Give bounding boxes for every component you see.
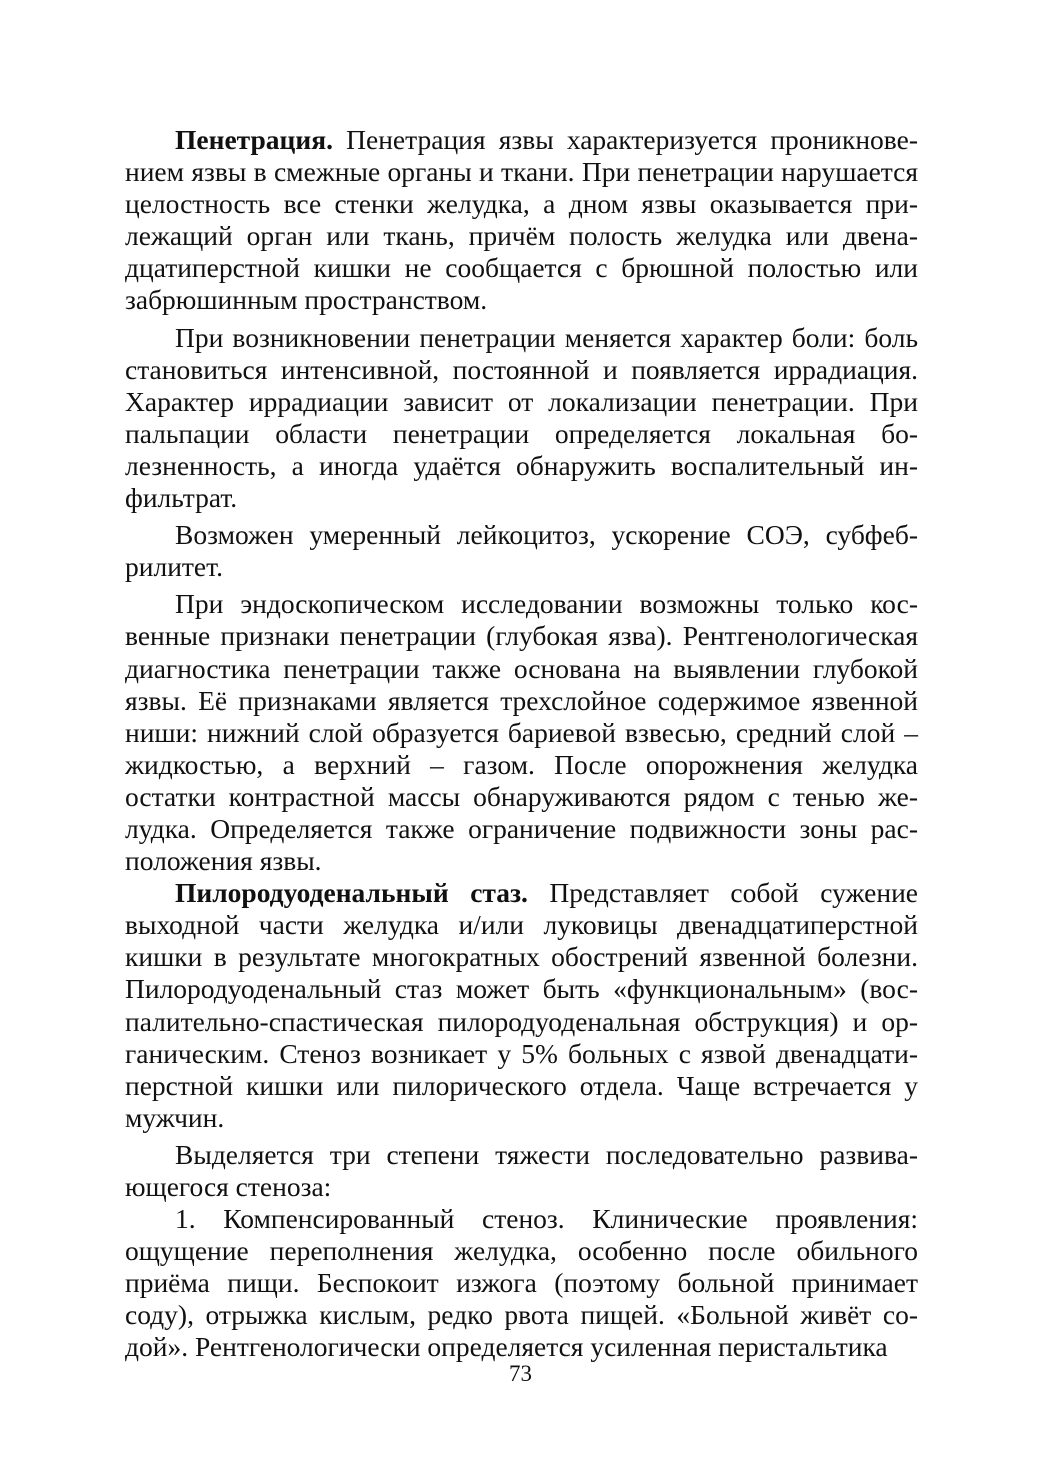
paragraph-text: Выделяется три степени тяжести последовательно развивающегося стеноза:	[125, 1138, 918, 1202]
paragraph-lab	[125, 519, 918, 583]
body-text	[125, 124, 918, 1364]
paragraph-text: 1. Компенсированный стеноз. Клинические проявления: ощущение переполнения желудка, особенно после обильного приёма пищи. Беспокоит изжога (поэтому больной принимает соду), отрыжка кислым, редко рвота пищей. «Больной живёт содой». Рентгенологически определяется усиленная перистальтика	[125, 1203, 918, 1363]
paragraph-text: При эндоскопическом исследовании возможны только косвенные признаки пенетрации (глубокая язва). Рентгенологическая диагностика пенетрации также основана на выявлении глубокой язвы. Её признаками является трехслойное содержимое язвенной ниши: нижний слой образуется бариевой взвесью, средний слой – жидкостью, а верхний – газом. После опорожнения желудка остатки контрастной массы обнаруживаются рядом с тенью желудка. Определяется также ограничение подвижности зоны расположения язвы.	[125, 588, 918, 877]
paragraph-text: Пенетрация язвы характеризуется проникновением язвы в смежные органы и ткани. При пенетрации нарушается целостность все стенки желудка, а дном язвы оказывается прилежащий орган или ткань, причём полость желудка или двенадцатиперстной кишки не сообщается с брюшной полостью или забрюшинным пространством.	[125, 124, 918, 316]
paragraph-text: Представляет собой сужение выходной части желудка и/или луковицы двенадцатиперстной кишки в результате многократных обострений язвенной болезни. Пилородуоденальный стаз может быть «функциональным» (воспалительно-спастическая пилородуоденальная обструкция) и органическим. Стеноз возникает у 5% больных с язвой двенадцатиперстной кишки или пилорического отдела. Чаще встречается у мужчин.	[125, 877, 918, 1133]
paragraph-diagnostics	[125, 588, 918, 877]
paragraph-stasis	[125, 877, 918, 1134]
paragraph-text: Возможен умеренный лейкоцитоз, ускорение СОЭ, субфебрилитет.	[125, 519, 918, 583]
paragraph-text: При возникновении пенетрации меняется характер боли: боль становиться интенсивной, постоянной и появляется иррадиация. Характер иррадиации зависит от локализации пенетрации. При пальпации области пенетрации определяется локальная болезненность, а иногда удаётся обнаружить воспалительный инфильтрат.	[125, 321, 918, 514]
section-heading-penetration: Пенетрация.	[175, 124, 333, 155]
page-number: 73	[509, 1361, 532, 1386]
paragraph-degrees	[125, 1139, 918, 1203]
section-heading-stasis: Пилородуоденальный стаз.	[175, 877, 528, 909]
paragraph-penetration	[125, 124, 918, 317]
paragraph-pain	[125, 322, 918, 515]
list-item-compensated	[125, 1203, 918, 1363]
